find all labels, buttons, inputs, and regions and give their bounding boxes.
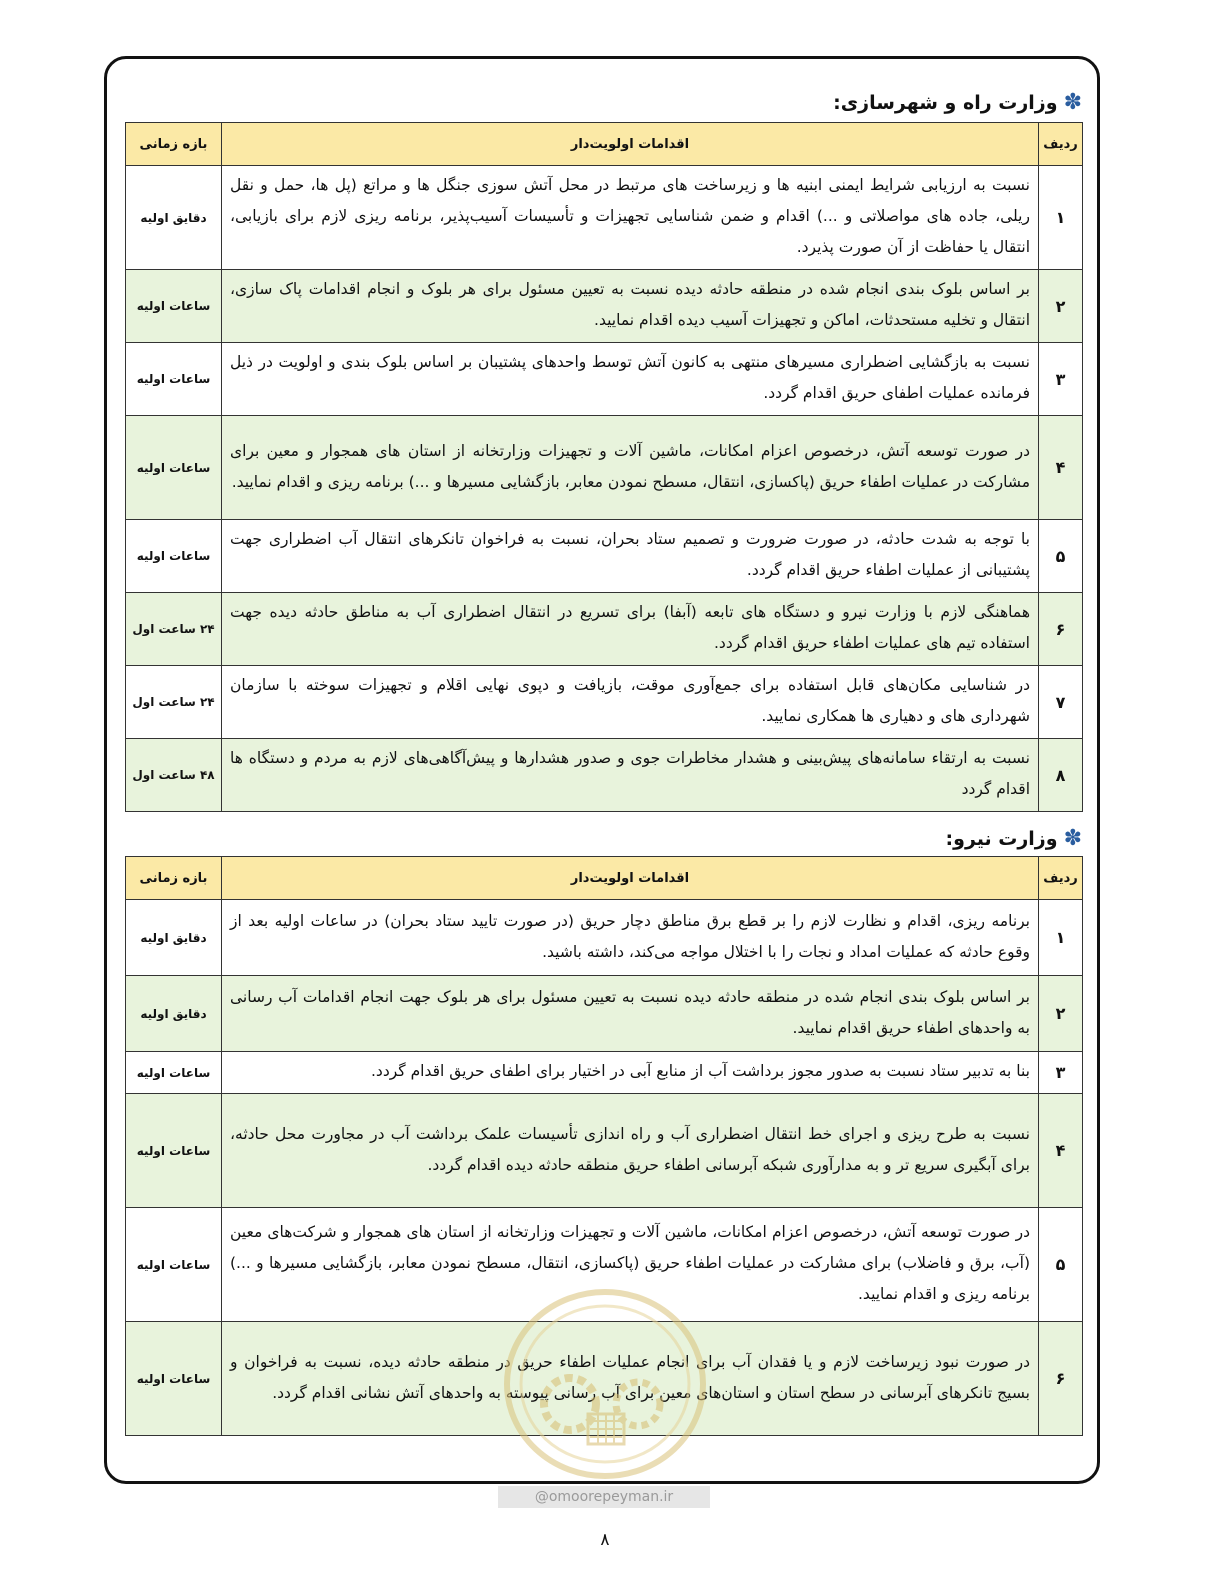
table-row [126,976,1083,1052]
table-row [126,666,1083,739]
header-actions: اقدامات اولویت‌دار [222,857,1039,900]
header-row-number: ردیف [1039,857,1083,900]
time-frame: ۲۴ ساعت اول [126,593,222,666]
row-number: ۶ [1039,593,1083,666]
time-frame: ساعات اولیه [126,1052,222,1094]
row-number: ۴ [1039,416,1083,520]
row-number: ۳ [1039,1052,1083,1094]
table-row [126,900,1083,976]
time-frame: ساعات اولیه [126,1094,222,1208]
header-actions: اقدامات اولویت‌دار [222,123,1039,166]
header-time: بازه زمانی [126,857,222,900]
row-number: ۱ [1039,166,1083,270]
time-frame: ۴۸ ساعت اول [126,739,222,812]
table-row [126,1322,1083,1436]
time-frame: ساعات اولیه [126,270,222,343]
time-frame: ساعات اولیه [126,343,222,416]
action-text: بر اساس بلوک بندی انجام شده در منطقه حادثه دیده نسبت به تعیین مسئول برای هر بلوک و انجام اقدامات پاک سازی، انتقال و تخلیه مستحدثات، اماکن و تجهیزات آسیب دیده اقدام نمایید. [222,270,1039,343]
row-number: ۱ [1039,900,1083,976]
action-text: نسبت به ارزیابی شرایط ایمنی ابنیه ها و زیرساخت های مرتبط در محل آتش سوزی جنگل ها و مراتع (پل ها، حمل و نقل ریلی، جاده های مواصلاتی و ...) اقدام و ضمن شناسایی تجهیزات و تأسیسات آسیب‌پذیر، برنامه ریزی لازم برای بازیابی، انتقال یا حفاظت از آن صورت پذیرد. [222,166,1039,270]
time-frame: ساعات اولیه [126,416,222,520]
section-title-energy: ✽وزارت نیرو: [945,826,1082,851]
action-text: نسبت به ارتقاء سامانه‌های پیش‌بینی و هشدار مخاطرات جوی و صدور هشدارها و پیش‌آگاهی‌های لازم به مردم و دستگاه ها اقدام گردد [222,739,1039,812]
table-row [126,1208,1083,1322]
row-number: ۸ [1039,739,1083,812]
action-text: بنا به تدبیر ستاد نسبت به صدور مجوز برداشت آب از منابع آبی در اختیار برای اطفای حریق اقدام گردد. [222,1052,1039,1094]
table-row [126,739,1083,812]
time-frame: دقایق اولیه [126,900,222,976]
table-row [126,1052,1083,1094]
time-frame: دقایق اولیه [126,976,222,1052]
row-number: ۷ [1039,666,1083,739]
row-number: ۳ [1039,343,1083,416]
action-text: برنامه ریزی، اقدام و نظارت لازم را بر قطع برق مناطق دچار حریق (در صورت تایید ستاد بحران) در ساعات اولیه بعد از وقوع حادثه که عملیات امداد و نجات را با اختلال مواجه می‌کند، داشته باشید. [222,900,1039,976]
action-text: در شناسایی مکان‌های قابل استفاده برای جمع‌آوری موقت، بازیافت و دپوی نهایی اقلام و تجهیزات سوخته با سازمان شهرداری های و دهیاری ها همکاری نمایید. [222,666,1039,739]
table-row [126,520,1083,593]
table-roads [125,122,1083,812]
table-row [126,166,1083,270]
row-number: ۲ [1039,976,1083,1052]
action-text: در صورت نبود زیرساخت لازم و یا فقدان آب برای انجام عملیات اطفاء حریق در منطقه حادثه دیده، نسبت به فراخوان و بسیج تانکرهای آبرسانی در سطح استان و استان‌های معین برای آب رسانی پیوسته به واحدهای آتش نشانی اقدام گردد. [222,1322,1039,1436]
time-frame: ۲۴ ساعت اول [126,666,222,739]
time-frame: دقایق اولیه [126,166,222,270]
time-frame: ساعات اولیه [126,520,222,593]
header-time: بازه زمانی [126,123,222,166]
row-number: ۴ [1039,1094,1083,1208]
row-number: ۶ [1039,1322,1083,1436]
action-text: در صورت توسعه آتش، درخصوص اعزام امکانات، ماشین آلات و تجهیزات وزارتخانه از استان های همجوار و معین برای مشارکت در عملیات اطفاء حریق (پاکسازی، انتقال، مسطح نمودن معابر، بازگشایی مسیرها و ...) برنامه ریزی و اقدام نمایید. [222,416,1039,520]
table-row [126,270,1083,343]
section-title-roads: ✽وزارت راه و شهرسازی: [833,90,1082,115]
action-text: نسبت به طرح ریزی و اجرای خط انتقال اضطراری آب و راه اندازی تأسیسات علمک برداشت آب در مجاورت محل حادثه، برای آبگیری سریع تر و به مدارآوری شبکه آبرسانی اطفاء حریق منطقه حادثه دیده اقدام گردد. [222,1094,1039,1208]
row-number: ۵ [1039,1208,1083,1322]
action-text: نسبت به بازگشایی اضطراری مسیرهای منتهی به کانون آتش توسط واحدهای پشتیبان بر اساس بلوک بندی و اولویت در ذیل فرمانده عملیات اطفای حریق اقدام گردد. [222,343,1039,416]
header-row-number: ردیف [1039,123,1083,166]
row-number: ۲ [1039,270,1083,343]
time-frame: ساعات اولیه [126,1208,222,1322]
table-row [126,416,1083,520]
action-text: هماهنگی لازم با وزارت نیرو و دستگاه های تابعه (آبفا) برای تسریع در انتقال اضطراری آب به مناطق حادثه دیده جهت استفاده تیم های عملیات اطفاء حریق اقدام گردد. [222,593,1039,666]
time-frame: ساعات اولیه [126,1322,222,1436]
asterisk-icon: ✽ [1063,826,1082,851]
page-number: ۸ [600,1530,610,1550]
action-text: بر اساس بلوک بندی انجام شده در منطقه حادثه دیده نسبت به تعیین مسئول برای هر بلوک جهت انجام اقدامات آب رسانی به واحدهای اطفاء حریق اقدام نمایید. [222,976,1039,1052]
table-energy [125,856,1083,1436]
watermark-url: @omoorepeyman.ir [498,1486,710,1508]
row-number: ۵ [1039,520,1083,593]
table-row [126,343,1083,416]
table-row [126,593,1083,666]
action-text: با توجه به شدت حادثه، در صورت ضرورت و تصمیم ستاد بحران، نسبت به فراخوان تانکرهای انتقال آب اضطراری جهت پشتیبانی از عملیات اطفاء حریق اقدام گردد. [222,520,1039,593]
table-row [126,1094,1083,1208]
asterisk-icon: ✽ [1063,90,1082,115]
action-text: در صورت توسعه آتش، درخصوص اعزام امکانات، ماشین آلات و تجهیزات وزارتخانه از استان های همجوار و شرکت‌های معین (آب، برق و فاضلاب) برای مشارکت در عملیات اطفاء حریق (پاکسازی، انتقال، مسطح نمودن معابر، بازگشایی مسیرها و ...) برنامه ریزی و اقدام نمایید. [222,1208,1039,1322]
